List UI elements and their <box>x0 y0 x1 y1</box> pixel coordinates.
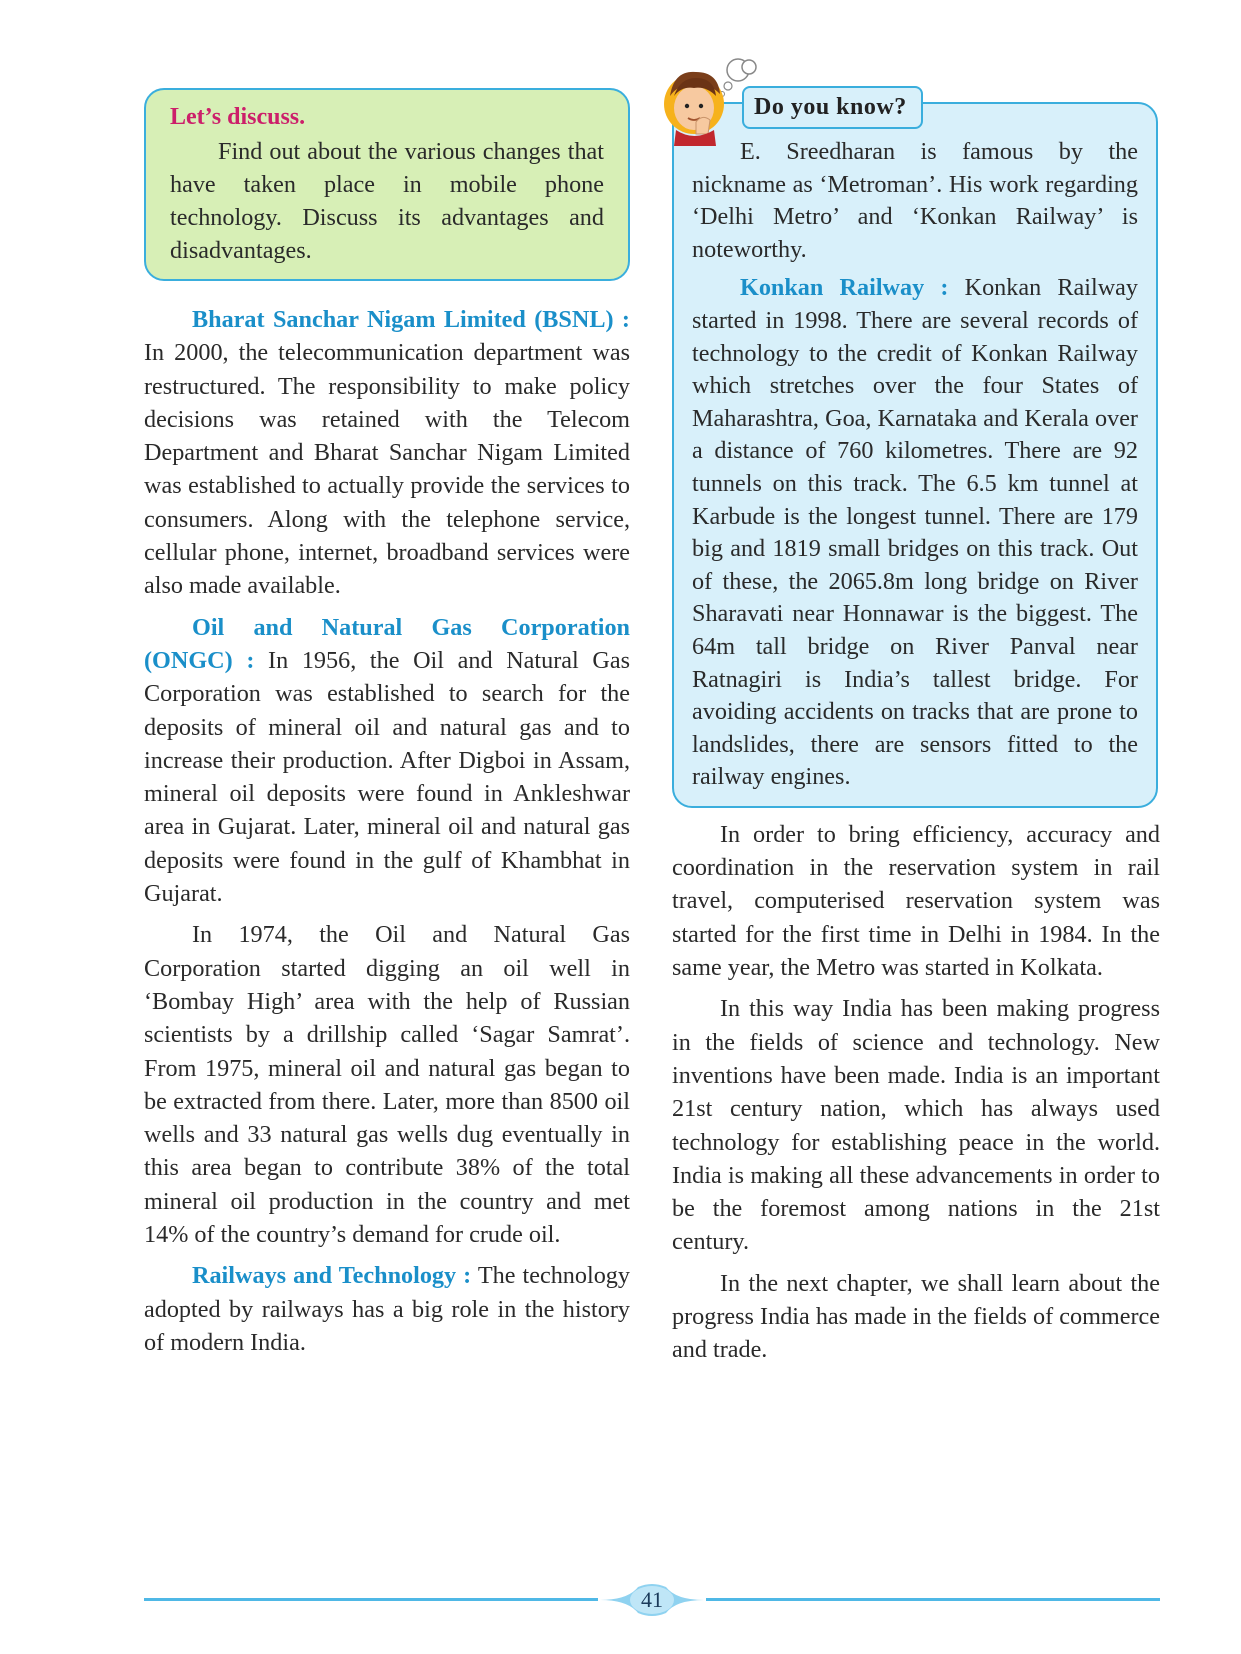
lets-discuss-text: Find out about the various changes that have taken place in mobile phone technology. Discuss its advantages and disadvantages. <box>170 138 604 264</box>
ongc-heading: Oil and Natural Gas Corporation (ONGC) : <box>144 613 630 674</box>
ongc-text: In 1956, the Oil and Natural Gas Corporation was established to search for the deposits of mineral oil and natural gas and to increase their production. After Digboi in Assam, mineral oil deposits were found in Ankleshwar area in Gujarat. Later, mineral oil and natural gas deposits were found in the gulf of Khambhat in Gujarat. <box>144 646 630 908</box>
do-you-know-tab: Do you know? <box>742 86 923 129</box>
ongc-paragraph <box>144 611 630 911</box>
page-number-text: 41 <box>641 1587 663 1612</box>
page-number <box>600 1583 704 1617</box>
konkan-paragraph <box>692 272 1138 794</box>
bsnl-paragraph <box>144 303 630 603</box>
do-you-know-box <box>672 102 1158 808</box>
reservation-paragraph: In order to bring efficiency, accuracy and coordination in the reservation system in rail travel, computerised reservation system was started for the first time in Delhi in 1984. In the same year, the Metro was started in Kolkata. <box>672 820 1160 982</box>
bsnl-text: In 2000, the telecommunication department was restructured. The responsibility to make policy decisions was retained with the Telecom Department and Bharat Sanchar Nigam Limited was established to actually provide the services to consumers. Along with the telephone service, cellular phone, internet, broadband services were also made available. <box>144 339 630 600</box>
lets-discuss-title: Let’s discuss. <box>170 104 306 130</box>
next-chapter-paragraph: In the next chapter, we shall learn about the progress India has made in the fields of commerce and trade. <box>672 1269 1160 1364</box>
sreedharan-paragraph: E. Sreedharan is famous by the nickname as ‘Metroman’. His work regarding ‘Delhi Metro’ and ‘Konkan Railway’ is noteworthy. <box>692 138 1138 263</box>
bsnl-heading: Bharat Sanchar Nigam Limited (BSNL) : <box>192 306 630 333</box>
railways-paragraph <box>144 1259 630 1359</box>
konkan-text: Konkan Railway started in 1998. There are several records of technology to the credit of Konkan Railway which stretches over the four States of Maharashtra, Goa, Karnataka and Kerala over a distance of 760 kilometres. There are 92 tunnels on this track. The 6.5 km tunnel at Karbude is the longest tunnel. There are 179 big and 1819 small bridges on this track. Out of these, the 2065.8m long bridge on River Sharavati near Honnawar is the biggest. The 64m tall bridge on River Panval near Ratnagiri is India’s tallest bridge. For avoiding accidents on tracks that are prone to landslides, there are sensors fitted to the railway engines. <box>692 274 1138 791</box>
thinking-boy-icon <box>656 56 766 151</box>
ongc-paragraph-2: In 1974, the Oil and Natural Gas Corporation started digging an oil well in ‘Bombay High’ area with the help of Russian scientists by a drillship called ‘Sagar Samrat’. From 1975, mineral oil and natural gas began to be extracted from there. Later, more than 8500 oil wells and 33 natural gas wells dug eventually in this area began to contribute 38% of the total mineral oil production in the country and met 14% of the country’s demand for crude oil. <box>144 921 630 1249</box>
left-column <box>144 88 630 1367</box>
lets-discuss-box <box>144 88 630 281</box>
footer-rule-right <box>706 1598 1160 1601</box>
railways-text: The technology adopted by railways has a big role in the history of modern India. <box>144 1262 630 1356</box>
do-you-know-section <box>672 72 1160 808</box>
konkan-heading: Konkan Railway : <box>740 274 949 302</box>
footer-rule-left <box>144 1598 598 1601</box>
right-column <box>672 72 1160 1375</box>
railways-heading: Railways and Technology : <box>192 1262 472 1290</box>
progress-paragraph: In this way India has been making progress in the fields of science and technology. New inventions have been made. India is an important 21st century nation, which has always used technology for establishing peace in the world. India is making all these advancements in order to be the foremost among nations in the 21st century. <box>672 995 1160 1256</box>
